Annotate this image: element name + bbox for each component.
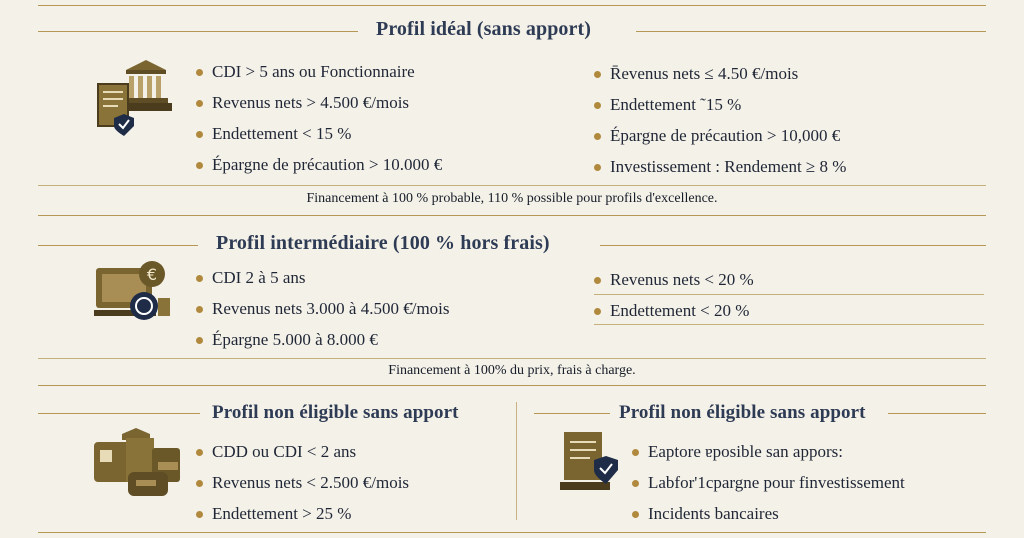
bullet-icon <box>594 308 601 315</box>
list-item: Eaptore ɐposible san appors: <box>632 440 905 471</box>
intermediate-profile-title: Profil intermédiaire (100 % hors frais) <box>216 232 550 254</box>
non-eligible-right-list <box>632 440 905 533</box>
list-item: R̄evenus nets ≤ 4.50 €/mois <box>594 62 846 93</box>
non-eligible-right-rule-left <box>534 413 610 414</box>
bullet-icon <box>594 71 601 78</box>
list-item: Épargne de précaution > 10.000 € <box>196 153 442 184</box>
bullet-icon <box>594 277 601 284</box>
list-item: Endettement < 15 % <box>196 122 442 153</box>
non-eligible-left-title: Profil non éligible sans apport <box>212 402 459 423</box>
intermediate-right-rule-1 <box>594 294 984 295</box>
ideal-title-rule-right <box>636 31 986 32</box>
intermediate-left-list <box>196 266 450 359</box>
intermediate-title-rule-right <box>600 245 986 246</box>
bullet-icon <box>632 449 639 456</box>
list-item: CDD ou CDI < 2 ans <box>196 440 409 471</box>
non-eligible-left-list <box>196 440 409 533</box>
bullet-icon <box>196 306 203 313</box>
top-divider <box>38 5 986 6</box>
intermediate-right-rule-2 <box>594 324 984 325</box>
list-item: Épargne de précaution > 10,000 € <box>594 124 846 155</box>
bullet-icon <box>196 449 203 456</box>
money-coin-icon <box>94 258 178 328</box>
bank-document-icon <box>96 58 182 140</box>
ideal-left-list <box>196 60 442 184</box>
list-item: Revenus nets < 2.500 €/mois <box>196 471 409 502</box>
list-item: Incidents bancaires <box>632 502 905 533</box>
column-divider <box>516 402 517 520</box>
bullet-icon <box>196 511 203 518</box>
intermediate-title-rule-left <box>38 245 198 246</box>
bullet-icon <box>594 102 601 109</box>
list-item: Investissement : Rendement ≥ 8 % <box>594 155 846 186</box>
document-shield-icon <box>560 430 622 494</box>
non-eligible-right-title: Profil non éligible sans apport <box>619 402 866 423</box>
ideal-profile-title: Profil idéal (sans apport) <box>376 18 592 40</box>
bullet-icon <box>594 133 601 140</box>
ideal-note-rule-bottom <box>38 215 986 216</box>
ideal-right-list <box>594 62 846 186</box>
list-item: Endettement ˜15 % <box>594 93 846 124</box>
bullet-icon <box>632 511 639 518</box>
bullet-icon <box>196 275 203 282</box>
list-item: Endettement < 20 % <box>594 299 754 330</box>
intermediate-right-list <box>594 268 754 330</box>
non-eligible-right-rule-right <box>888 413 986 414</box>
list-item: Revenus nets < 20 % <box>594 268 754 299</box>
bullet-icon <box>196 480 203 487</box>
intermediate-note-rule-bottom <box>38 385 986 386</box>
list-item: Épargne 5.000 à 8.000 € <box>196 328 450 359</box>
list-item: Endettement > 25 % <box>196 502 409 533</box>
intermediate-financing-note: Financement à 100% du prix, frais à charge. <box>388 363 636 378</box>
bottom-divider <box>38 532 986 533</box>
bullet-icon <box>196 100 203 107</box>
bullet-icon <box>594 164 601 171</box>
ideal-financing-note: Financement à 100 % probable, 110 % possible pour profils d'excellence. <box>306 191 718 206</box>
house-wallet-icon <box>92 428 184 500</box>
bullet-icon <box>196 162 203 169</box>
list-item: CDI > 5 ans ou Fonctionnaire <box>196 60 442 91</box>
intermediate-note-rule-top <box>38 358 986 359</box>
bullet-icon <box>196 131 203 138</box>
list-item: Labfor'1cpargne pour finvestissement <box>632 471 905 502</box>
ideal-note-rule-top <box>38 185 986 186</box>
non-eligible-left-rule <box>38 413 200 414</box>
bullet-icon <box>632 480 639 487</box>
ideal-title-rule-left <box>38 31 358 32</box>
list-item: CDI 2 à 5 ans <box>196 266 450 297</box>
svg-text:€: € <box>146 265 158 284</box>
bullet-icon <box>196 69 203 76</box>
bullet-icon <box>196 337 203 344</box>
list-item: Revenus nets > 4.500 €/mois <box>196 91 442 122</box>
list-item: Revenus nets 3.000 à 4.500 €̇/mois <box>196 297 450 328</box>
